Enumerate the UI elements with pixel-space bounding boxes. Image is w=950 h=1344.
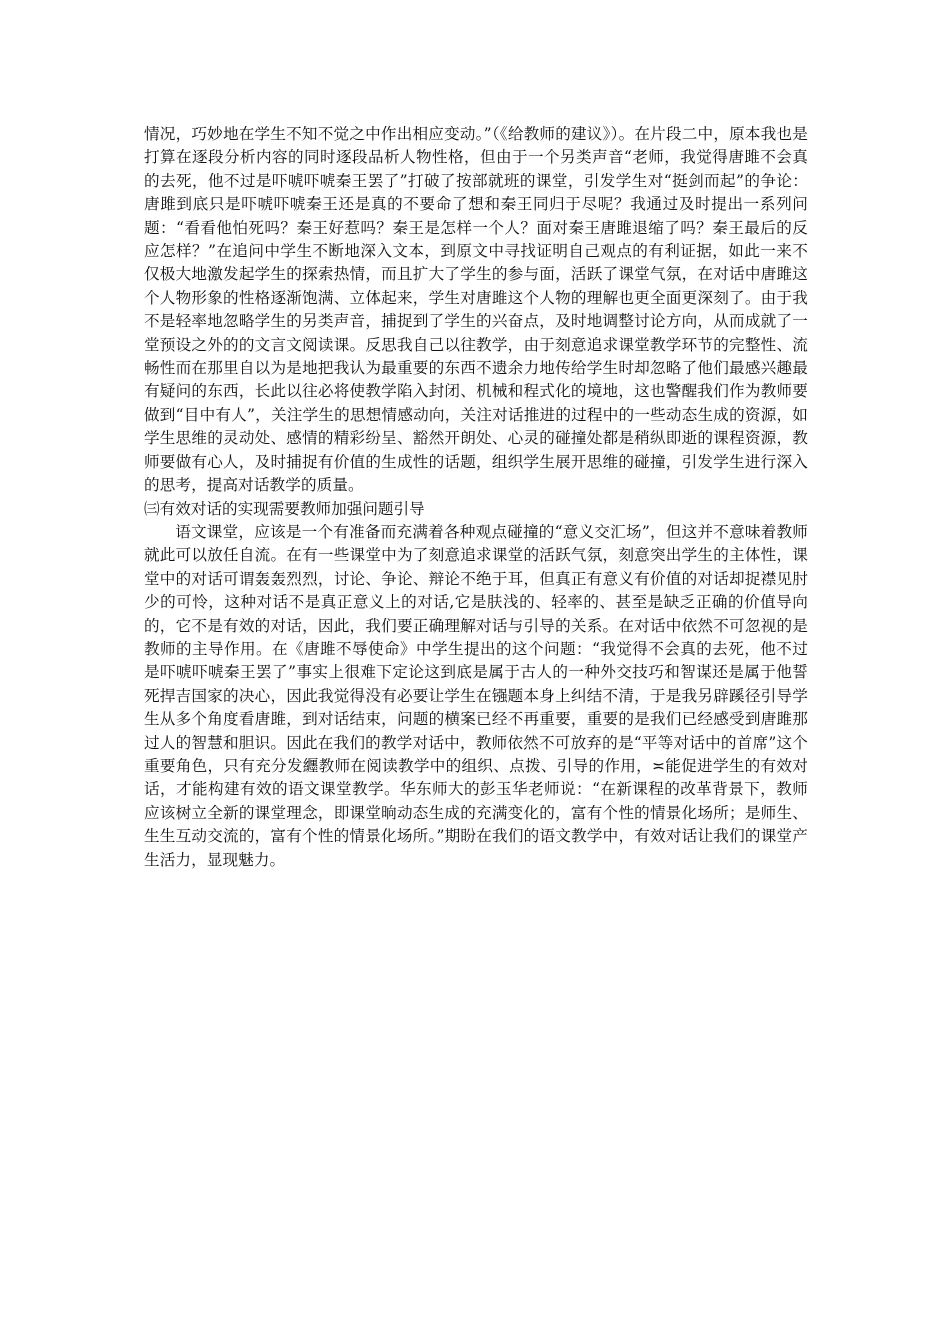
section-heading: ㈢有效对话的实现需要教师加强问题引导: [144, 499, 425, 518]
body-paragraph-2: 语文课堂，应该是一个有准备而充满着各种观点碰撞的“意义交汇场”，但这并不意味着教师就此可以放任自流。在有一些课堂中为了刻意追求课堂的活跃气氛，刻意突出学生的主体性，课堂中的对话可谓轰轰烈烈，讨论、争论、辩论不绝于耳，但真正有意义有价值的对话却捉襟见肘少的可怜，这种对话不是真正意义上的对话,它是肤浅的、轻率的、甚至是缺乏正确的价值导向的，它不是有效的对话，因此，我们要正确理解对话与引导的关系。在对话中依然不可忽视的是教师的主导作用。在《唐雎不辱使命》中学生提出的这个问题：“我觉得不会真的去死，他不过是吓唬吓唬秦王罢了”事实上很难下定论这到底是属于古人的一种外交技巧和智谋还是属于他誓死捍吉国家的决心，因此我觉得没有必要让学生在镪题本身上纠结不清，于是我另辟蹊径引导学生从多个角度看唐雎，到对话结束，问题的横案已经不再重要，重要的是我们已经感受到唐雎那过人的智慧和胆识。因此在我们的教学对话中，教师依然不可放弃的是“平等对话中的首席”这个重要角色，只有充分发纒教师在阅读教学中的组织、点拨、引导的作用，≍能促进学生的有效对话，才能构建有效的语文课堂教学。华东师大的彭玉华老师说：“在新课程的改革背景下，教师应该树立全新的课堂理念，即课堂晌动态生成的充满变化的，富有个性的情景化场所；是师生、生生互动交流的，富有个性的情景化场所。”期盼在我们的语文教学中，有效对话让我们的课堂产生活力，显现魅力。: [144, 522, 808, 869]
document-page: [144, 123, 808, 872]
body-paragraph-1: 情况，巧妙地在学生不知不觉之中作出相应变动。”（《给教师的建议》）。在片段二中，原本我也是打算在逐段分析内容的同时逐段品析人物性格，但由于一个另类声音“老师，我觉得唐雎不会真的去死，他不过是吓唬吓唬秦王罢了”打破了按部就班的课堂，引发学生对“挺剑而起”的争论：唐雎到底只是吓唬吓唬秦王还是真的不要命了想和秦王同归于尽呢？我通过及时提出一系列问题：“看看他怕死吗？秦王好惹吗？秦王是怎样一个人？面对秦王唐雎退缩了吗？秦王最后的反应怎样？”在追问中学生不断地深入文本，到原文中寻找证明自己观点的有利证据，如此一来不仅极大地激发起学生的探索热情，而且扩大了学生的参与面，活跃了课堂气氛，在对话中唐雎这个人物形象的性格逐渐饱满、立体起来，学生对唐雎这个人物的理解也更全面更深刻了。由于我不是轻率地忽略学生的另类声音，捕捉到了学生的兴奋点，及时地调整讨论方向，从而成就了一堂预设之外的的文言文阅读课。反思我自己以往教学，由于刻意追求课堂教学环节的完整性、流畅性而在那里自以为是地把我认为最重要的东西不遗余力地传给学生时却忽略了他们最感兴趣最有疑问的东西，长此以往必将使教学陷入封闭、机械和程式化的境地，这也警醒我们作为教师要做到“目中有人”，关注学生的思想情感动向，关注对话推进的过程中的一些动态生成的资源，如学生思维的灵动处、感情的精彩纷呈、豁然开朗处、心灵的碰撞处都是稍纵即逝的课程资源，教师要做有心人，及时捕捉有价值的生成性的话题，组织学生展开思维的碰撞，引发学生进行深入的思考，提高对话教学的质量。: [144, 125, 808, 495]
